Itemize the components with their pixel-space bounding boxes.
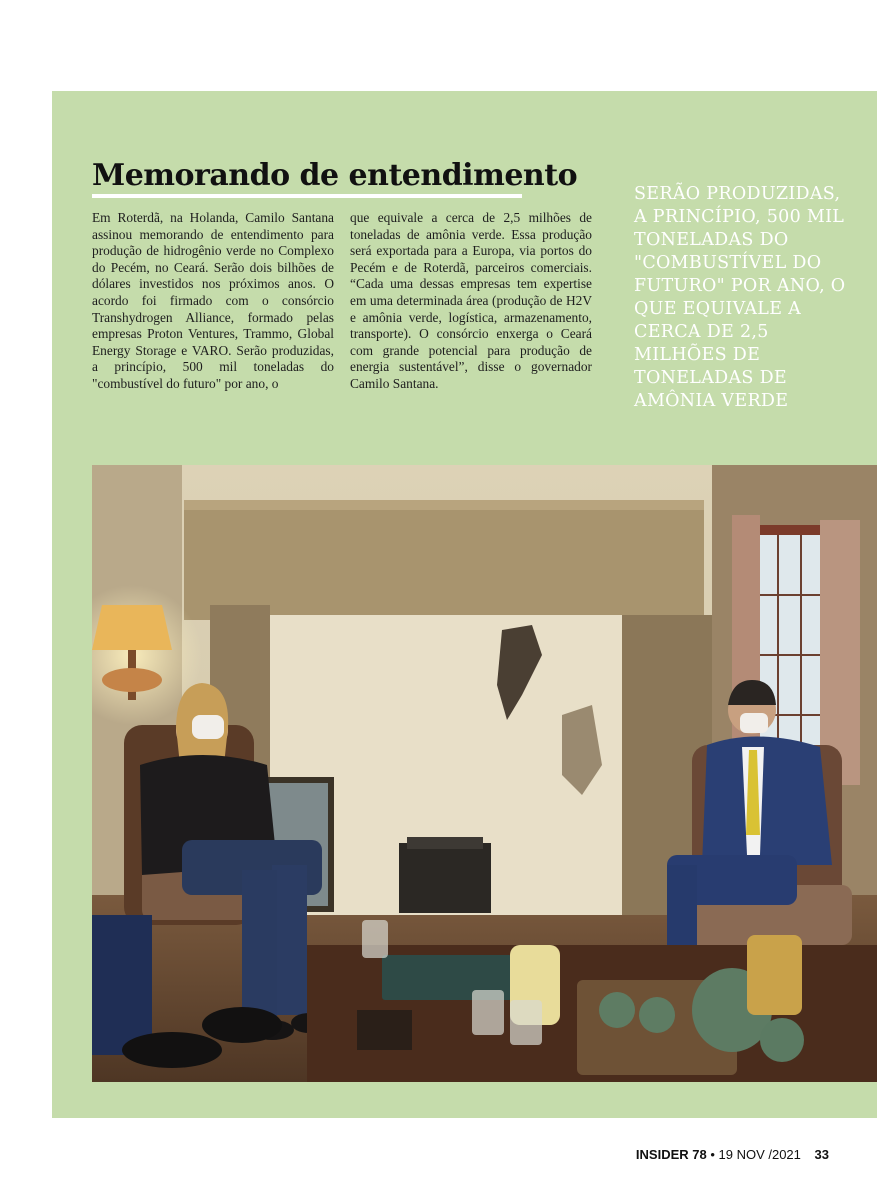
article-headline: Memorando de entendimento [92,158,578,193]
meeting-photo [92,465,877,1082]
headline-underline [92,194,522,198]
pull-quote: SERÃO PRODUZIDAS, A PRINCÍPIO, 500 MIL TONELADAS DO "COMBUSTÍVEL DO FUTURO" POR ANO, O QUE EQUIVALE A CERCA DE 2,5 MILHÕES DE TONELADAS DE AMÔNIA VERDE [634,184,846,411]
article-column-2: que equivale a cerca de 2,5 milhões de toneladas de amônia verde. Essa produção será exportada para a Europa, via portos do Pecém e de Roterdã, parceiros comerciais. “Cada uma dessas empresas tem expertise em uma determinada área (produção de H2V e amônia verde, logística, armazenamento, transporte). O consórcio enxerga o Ceará com grande potencial para produção de energia sustentável”, disse o governador Camilo Santana. [350,210,592,391]
page-number: 33 [814,1147,829,1162]
issue-date: • 19 NOV /2021 [710,1147,801,1162]
article-column-1: Em Roterdã, na Holanda, Camilo Santana assinou memorando de entendimento para produção de hidrogênio verde no Complexo do Pecém, no Ceará. Serão dois bilhões de dólares investidos nos próximos anos. O acordo foi firmado com o consórcio Transhydrogen Alliance, formado pelas empresas Proton Ventures, Trammo, Global Energy Storage e VARO. Serão produzidas, a princípio, 500 mil toneladas do "combustível do futuro" por ano, o [92,210,334,391]
page-footer [636,1147,829,1162]
magazine-name: INSIDER 78 [635,1147,707,1162]
